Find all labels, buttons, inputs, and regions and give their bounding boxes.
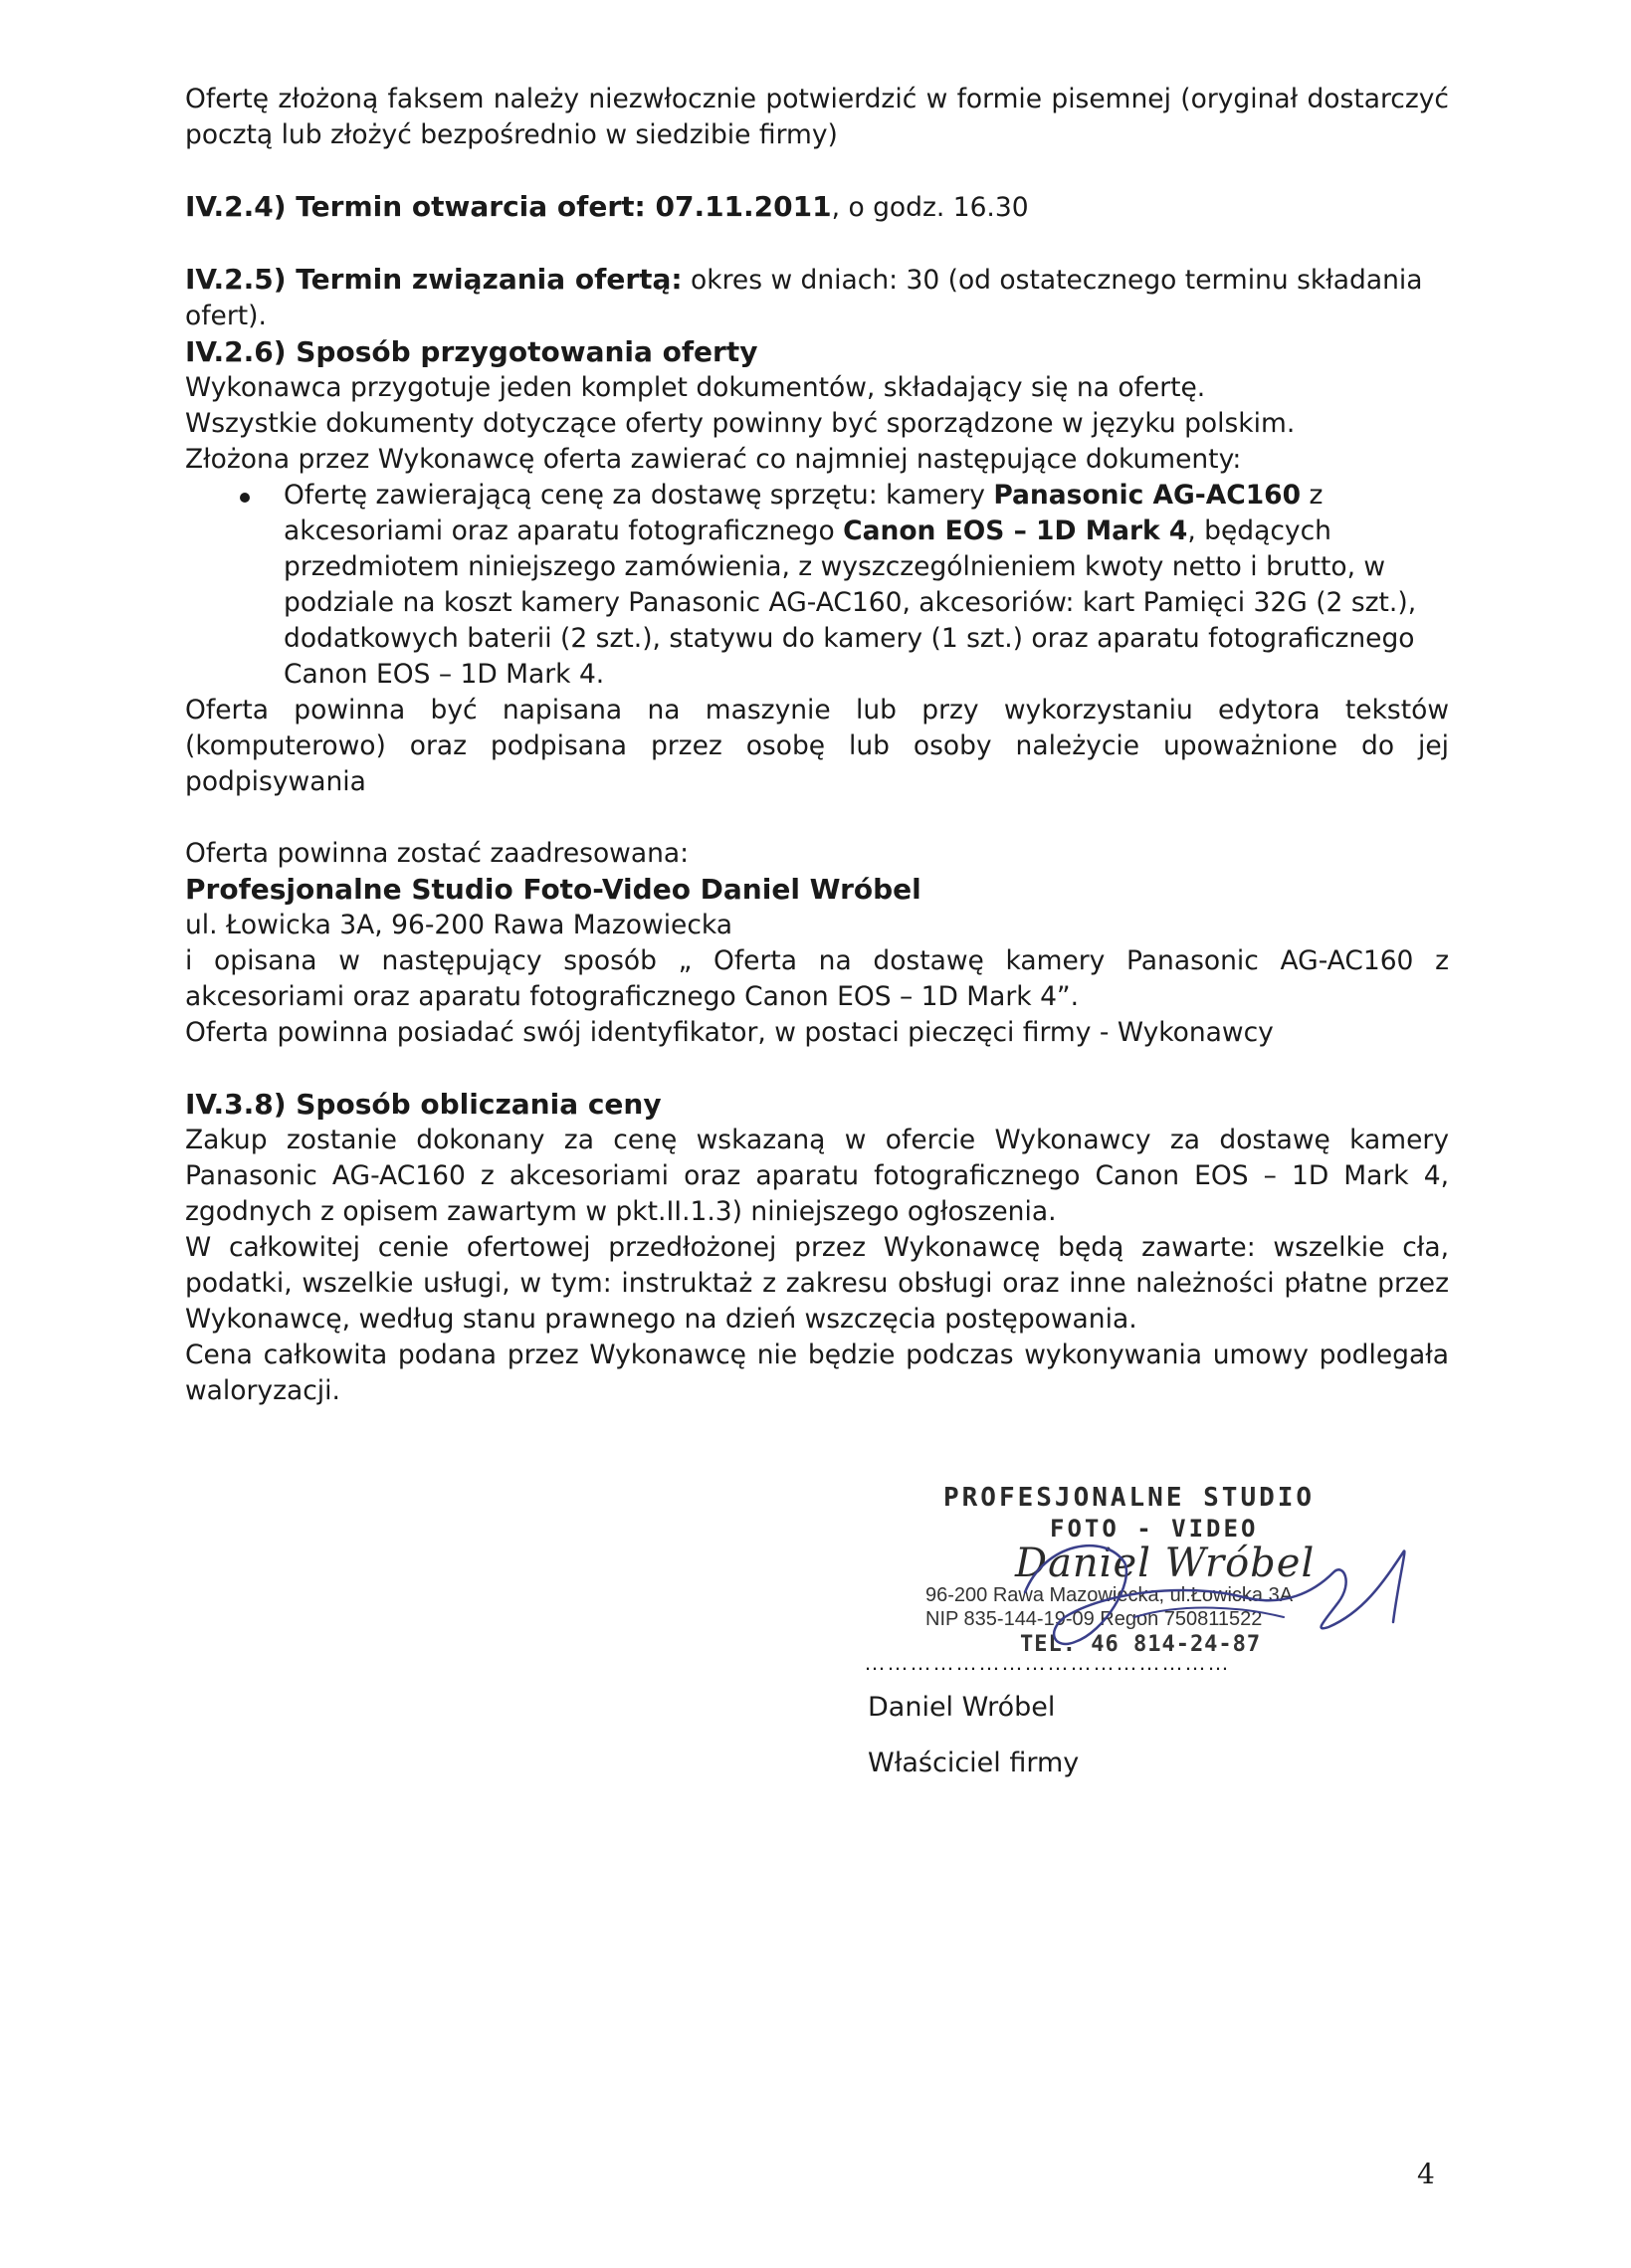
handwritten-signature bbox=[985, 1523, 1443, 1662]
stamp-phone: TEL. 46 814-24-87 bbox=[1020, 1632, 1262, 1657]
section-iv-2-6-heading: IV.2.6) Sposób przygotowania oferty bbox=[185, 335, 758, 368]
price-paragraph: W całkowitej cenie ofertowej przedłożonej przez Wykonawcę będą zawarte: wszelkie cła, podatki, wszelkie usługi, w tym: instruktaż z zakresu obsługi oraz inne należności płatne przez Wykonawcę, według stanu prawnego na dzień wszczęcia postępowania. bbox=[185, 1232, 1449, 1335]
company-name: Profesjonalne Studio Foto-Video Daniel Wróbel bbox=[185, 873, 921, 906]
section-iv-3-8-heading: IV.3.8) Sposób obliczania ceny bbox=[185, 1088, 662, 1121]
document-list bbox=[185, 478, 1449, 693]
identifier-paragraph: Oferta powinna posiadać swój identyfikator, w postaci pieczęci firmy - Wykonawcy bbox=[185, 1017, 1274, 1048]
signatory-name: Daniel Wróbel bbox=[868, 1692, 1056, 1723]
section-heading: IV.2.4) Termin otwarcia ofert: 07.11.2011 bbox=[185, 190, 832, 223]
stamp-name: Daniel Wróbel bbox=[1015, 1541, 1316, 1586]
product-name: Canon EOS – 1D Mark 4 bbox=[843, 515, 1188, 546]
price-paragraph: Cena całkowita podana przez Wykonawcę nie będzie podczas wykonywania umowy podlegała waloryzacji. bbox=[185, 1340, 1449, 1406]
section-text: , o godz. 16.30 bbox=[831, 192, 1029, 223]
signature-line: ………………………………………… bbox=[864, 1650, 1230, 1675]
stamp-address: 96-200 Rawa Mazowiecka, ul.Łowicka 3A bbox=[925, 1584, 1294, 1606]
stamp-nip: NIP 835-144-19-09 Regon 750811522 bbox=[925, 1608, 1263, 1630]
product-name: Panasonic AG-AC160 bbox=[993, 480, 1302, 511]
section-heading: IV.2.5) Termin związania ofertą: bbox=[185, 263, 683, 296]
paragraph-line: Złożona przez Wykonawcę oferta zawierać co najmniej następujące dokumenty: bbox=[185, 444, 1242, 475]
section-iv-2-5 bbox=[185, 262, 1449, 334]
company-address: ul. Łowicka 3A, 96-200 Rawa Mazowiecka bbox=[185, 910, 733, 940]
list-item: Ofertę zawierającą cenę za dostawę sprzętu: kamery Panasonic AG-AC160 z akcesoriami oraz aparatu fotograficznego Canon EOS – 1D Mark 4, będących przedmiotem niniejszego zamówienia, z wyszczególnieniem kwoty netto i brutto, w podziale na koszt kamery Panasonic AG-AC160, akcesoriów: kart Pamięci 32G (2 szt.), dodatkowych baterii (2 szt.), statywu do kamery (1 szt.) oraz aparatu fotograficznego Canon EOS – 1D Mark 4. bbox=[185, 478, 1449, 693]
signatory-role: Właściciel firmy bbox=[868, 1748, 1080, 1778]
stamp-line: FOTO - VIDEO bbox=[1050, 1515, 1259, 1543]
offer-description: i opisana w następujący sposób „ Oferta na dostawę kamery Panasonic AG-AC160 z akcesoriami oraz aparatu fotograficznego Canon EOS – 1D Mark 4”. bbox=[185, 945, 1449, 1012]
paragraph-line: Wszystkie dokumenty dotyczące oferty powinny być sporządzone w języku polskim. bbox=[185, 408, 1296, 439]
offer-format-paragraph: Oferta powinna być napisana na maszynie lub przy wykorzystaniu edytora tekstów (komputerowo) oraz podpisana przez osobę lub osoby należycie upoważnione do jej podpisywania bbox=[185, 695, 1449, 797]
bullet-icon bbox=[240, 493, 250, 503]
price-paragraph: Zakup zostanie dokonany za cenę wskazaną w ofercie Wykonawcy za dostawę kamery Panasonic AG-AC160 z akcesoriami oraz aparatu fotograficznego Canon EOS – 1D Mark 4, zgodnych z opisem zawartym w pkt.II.1.3) niniejszego ogłoszenia. bbox=[185, 1125, 1449, 1227]
section-iv-2-4 bbox=[185, 189, 1449, 226]
paragraph-line: Wykonawca przygotuje jeden komplet dokumentów, składający się na ofertę. bbox=[185, 372, 1206, 403]
page-number: 4 bbox=[1417, 2158, 1435, 2190]
address-intro: Oferta powinna zostać zaadresowana: bbox=[185, 838, 690, 869]
stamp-line: PROFESJONALNE STUDIO bbox=[943, 1483, 1316, 1513]
document-body bbox=[185, 82, 1449, 1409]
fax-confirmation-paragraph: Ofertę złożoną faksem należy niezwłocznie potwierdzić w formie pisemnej (oryginał dostarczyć pocztą lub złożyć bezpośrednio w siedzibie firmy) bbox=[185, 84, 1449, 150]
section-text: okres w dniach: 30 (od ostatecznego terminu składania ofert). bbox=[185, 265, 1423, 331]
